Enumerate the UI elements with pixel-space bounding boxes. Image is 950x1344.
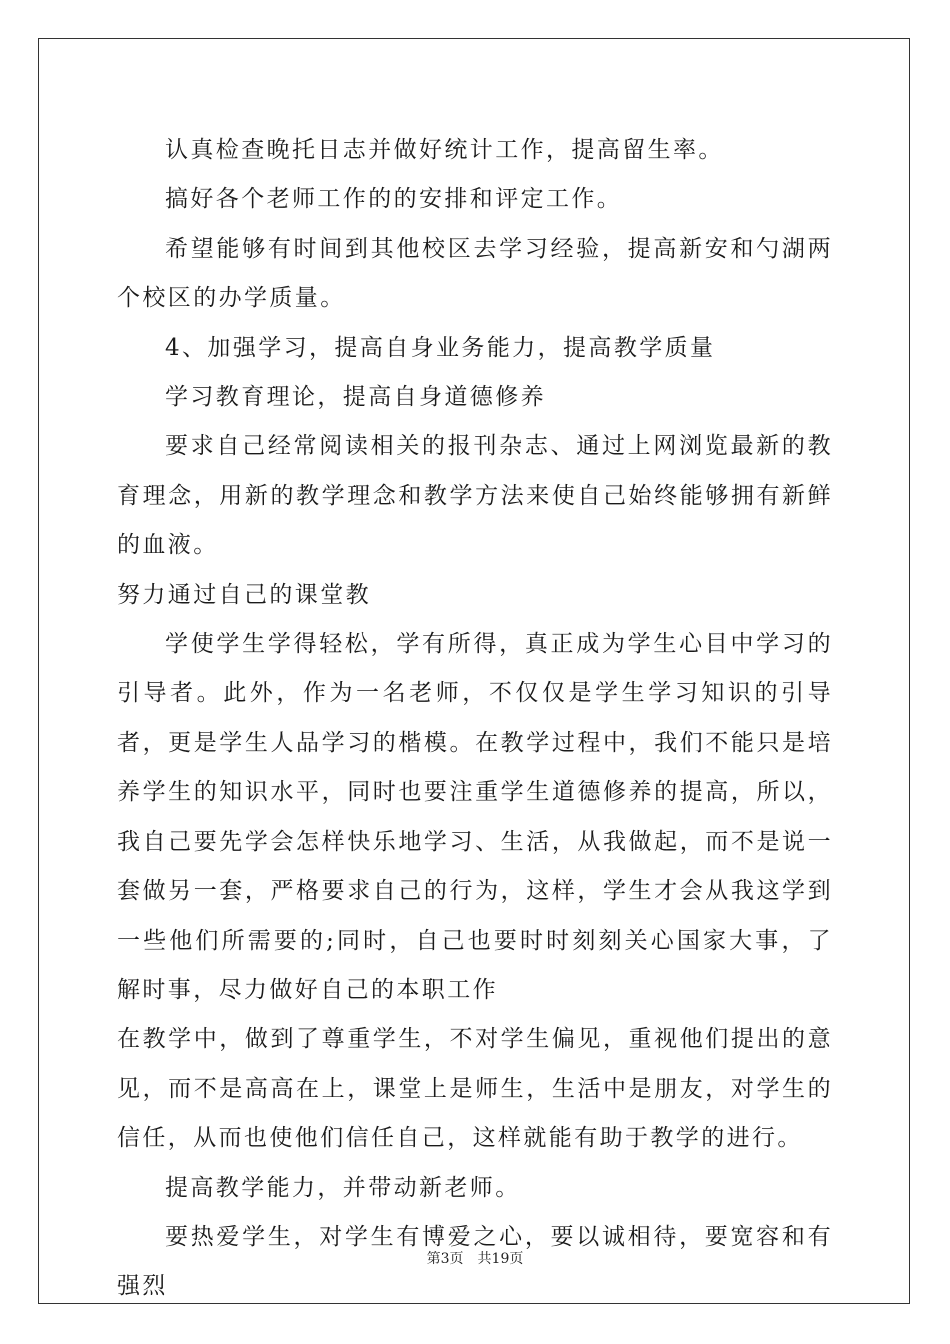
paragraph: 提高教学能力，并带动新老师。 [165, 1174, 521, 1201]
paragraph: 认真检查晚托日志并做好统计工作，提高留生率。 [165, 137, 724, 163]
paragraph: 学习教育理论，提高自身道德修养 [165, 384, 546, 411]
page-total: 共19页 [477, 1251, 524, 1267]
document-body [117, 126, 833, 1312]
paragraph: 4、加强学习，提高自身业务能力，提高教学质量 [165, 334, 716, 361]
paragraph: 学使学生学得轻松，学有所得，真正成为学生心目中学习的引导者。此外，作为一名老师，不仅仅是学生学习知识的引导者，更是学生人品学习的楷模。在教学过程中，我们不能只是培养学生的知识水平，同时也要注重学生道德修养的提高，所以，我自己要先学会怎样快乐地学习、生活，从我做起，而不是说一套做另一套，严格要求自己的行为，这样，学生才会从我这学到一些他们所需要的;同时，自己也要时时刻刻关心国家大事，了解时事，尽力做好自己的本职工作 [117, 631, 833, 1003]
paragraph: 在教学中，做到了尊重学生，不对学生偏见，重视他们提出的意见，而不是高高在上，课堂上是师生，生活中是朋友，对学生的信任，从而也使他们信任自己，这样就能有助于教学的进行。 [117, 1026, 833, 1152]
page-footer [0, 1248, 950, 1268]
paragraph: 搞好各个老师工作的的安排和评定工作。 [165, 186, 623, 213]
paragraph: 要热爱学生，对学生有博爱之心，要以诚相待，要宽容和有强烈 [117, 1223, 833, 1300]
paragraph: 要求自己经常阅读相关的报刊杂志、通过上网浏览最新的教育理念，用新的教学理念和教学方法来使自己始终能够拥有新鲜的血液。 [117, 433, 833, 559]
paragraph: 努力通过自己的课堂教 [117, 581, 371, 608]
page-number: 第3页 [426, 1251, 464, 1267]
paragraph: 希望能够有时间到其他校区去学习经验，提高新安和勺湖两个校区的办学质量。 [117, 235, 833, 312]
